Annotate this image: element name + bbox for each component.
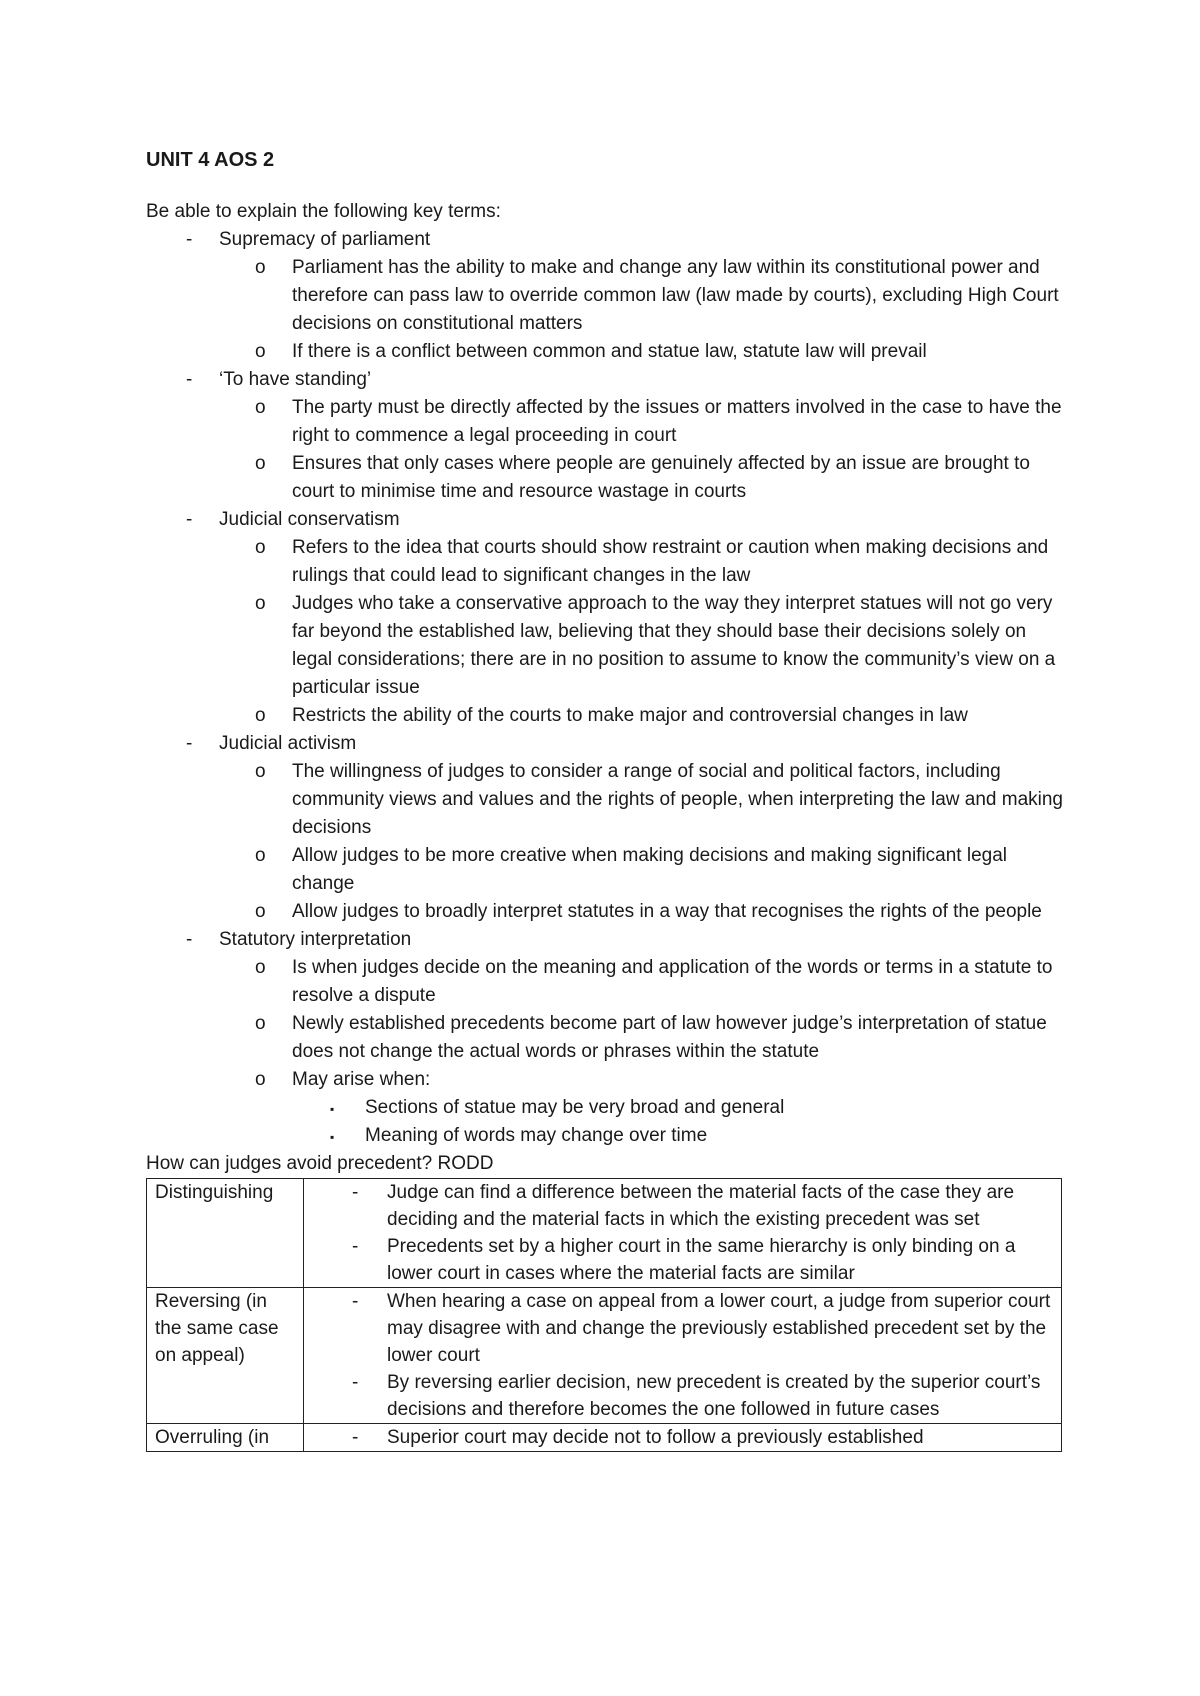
circle-bullet-icon: o xyxy=(255,705,266,726)
key-term-point xyxy=(219,394,1066,450)
rodd-points xyxy=(312,1288,1053,1423)
rodd-description-cell xyxy=(304,1424,1062,1452)
dash-bullet-icon: - xyxy=(352,1182,359,1203)
key-term-item xyxy=(146,730,1066,926)
circle-bullet-icon: o xyxy=(255,845,266,866)
document-title: UNIT 4 AOS 2 xyxy=(146,149,275,171)
circle-bullet-icon: o xyxy=(255,901,266,922)
key-term-point xyxy=(219,590,1066,702)
rodd-point-text: By reversing earlier decision, new precedent is created by the superior court’s decisions and therefore becomes the one followed in future cases xyxy=(387,1372,1041,1420)
rodd-table xyxy=(146,1178,1062,1452)
rodd-points xyxy=(312,1424,1053,1451)
circle-bullet-icon: o xyxy=(255,397,266,418)
point-text: Parliament has the ability to make and change any law within its constitutional power and therefore can pass law to override common law (law made by courts), excluding High Court decisions on constitutional matters xyxy=(292,257,1059,334)
circle-bullet-icon: o xyxy=(255,1069,266,1090)
sub-point xyxy=(292,1122,1066,1150)
key-term-label: Statutory interpretation xyxy=(219,929,412,950)
key-terms-list xyxy=(146,226,1066,1150)
sub-points xyxy=(292,1094,1066,1150)
point-text: Newly established precedents become part of law however judge’s interpretation of statue does not change the actual words or phrases within the statute xyxy=(292,1013,1047,1062)
point-text: The willingness of judges to consider a range of social and political factors, including community views and values and the rights of people, when interpreting the law and making decisions xyxy=(292,761,1063,838)
key-term-points xyxy=(219,954,1066,1150)
key-term-point xyxy=(219,1066,1066,1150)
point-text: Refers to the idea that courts should show restraint or caution when making decisions and rulings that could lead to significant changes in the law xyxy=(292,537,1049,586)
dash-bullet-icon: - xyxy=(352,1236,359,1257)
key-term-point xyxy=(219,254,1066,338)
rodd-row xyxy=(147,1424,1062,1452)
rodd-row xyxy=(147,1288,1062,1424)
key-term-point xyxy=(219,758,1066,842)
rodd-description-cell xyxy=(304,1179,1062,1288)
rodd-term-cell: Reversing (in the same case on appeal) xyxy=(147,1288,304,1424)
dash-bullet-icon: - xyxy=(186,509,193,530)
circle-bullet-icon: o xyxy=(255,341,266,362)
rodd-point-text: Superior court may decide not to follow a previously established xyxy=(387,1427,924,1448)
point-text: The party must be directly affected by the issues or matters involved in the case to have the right to commence a legal proceeding in court xyxy=(292,397,1062,446)
key-term-point xyxy=(219,338,1066,366)
point-text: Judges who take a conservative approach to the way they interpret statues will not go very far beyond the established law, believing that they should base their decisions solely on legal considerations; there are in no position to assume to know the community’s view on a particular issue xyxy=(292,593,1056,698)
circle-bullet-icon: o xyxy=(255,537,266,558)
key-term-item xyxy=(146,366,1066,506)
point-text: If there is a conflict between common and statue law, statute law will prevail xyxy=(292,341,927,362)
circle-bullet-icon: o xyxy=(255,257,266,278)
circle-bullet-icon: o xyxy=(255,957,266,978)
rodd-point-text: Judge can find a difference between the material facts of the case they are deciding and the material facts in which the existing precedent was set xyxy=(387,1182,1015,1230)
sub-point-text: Meaning of words may change over time xyxy=(365,1125,708,1146)
key-term-item xyxy=(146,226,1066,366)
rodd-row xyxy=(147,1179,1062,1288)
rodd-point xyxy=(312,1424,1053,1451)
circle-bullet-icon: o xyxy=(255,593,266,614)
point-text: Restricts the ability of the courts to make major and controversial changes in law xyxy=(292,705,968,726)
point-text: Allow judges to be more creative when making decisions and making significant legal change xyxy=(292,845,1007,894)
key-term-label: ‘To have standing’ xyxy=(219,369,372,390)
key-term-point xyxy=(219,842,1066,898)
key-term-points xyxy=(219,534,1066,730)
intro-text: Be able to explain the following key terms: xyxy=(146,201,501,222)
point-text: Allow judges to broadly interpret statutes in a way that recognises the rights of the people xyxy=(292,901,1042,922)
document-content xyxy=(146,146,1066,1452)
sub-point xyxy=(292,1094,1066,1122)
key-term-point xyxy=(219,1010,1066,1066)
key-term-item xyxy=(146,506,1066,730)
dash-bullet-icon: - xyxy=(352,1427,359,1448)
key-term-item xyxy=(146,926,1066,1150)
key-term-points xyxy=(219,394,1066,506)
dash-bullet-icon: - xyxy=(186,733,193,754)
rodd-point xyxy=(312,1233,1053,1287)
circle-bullet-icon: o xyxy=(255,761,266,782)
rodd-description-cell xyxy=(304,1288,1062,1424)
point-text: May arise when: xyxy=(292,1069,431,1090)
rodd-points xyxy=(312,1179,1053,1287)
rodd-point xyxy=(312,1288,1053,1369)
key-term-point xyxy=(219,450,1066,506)
key-term-label: Judicial activism xyxy=(219,733,357,754)
dash-bullet-icon: - xyxy=(352,1372,359,1393)
dash-bullet-icon: - xyxy=(352,1291,359,1312)
point-text: Ensures that only cases where people are genuinely affected by an issue are brought to court to minimise time and resource wastage in courts xyxy=(292,453,1030,502)
rodd-point xyxy=(312,1179,1053,1233)
key-term-point xyxy=(219,702,1066,730)
key-term-points xyxy=(219,758,1066,926)
rodd-point xyxy=(312,1369,1053,1423)
point-text: Is when judges decide on the meaning and application of the words or terms in a statute to resolve a dispute xyxy=(292,957,1053,1006)
square-bullet-icon: ▪ xyxy=(330,1130,335,1144)
dash-bullet-icon: - xyxy=(186,229,193,250)
circle-bullet-icon: o xyxy=(255,1013,266,1034)
circle-bullet-icon: o xyxy=(255,453,266,474)
rodd-term-cell: Distinguishing xyxy=(147,1179,304,1288)
key-term-point xyxy=(219,898,1066,926)
dash-bullet-icon: - xyxy=(186,369,193,390)
rodd-point-text: When hearing a case on appeal from a lower court, a judge from superior court may disagree with and change the previously established precedent set by the lower court xyxy=(387,1291,1051,1366)
key-term-points xyxy=(219,254,1066,366)
rodd-point-text: Precedents set by a higher court in the same hierarchy is only binding on a lower court in cases where the material facts are similar xyxy=(387,1236,1016,1284)
dash-bullet-icon: - xyxy=(186,929,193,950)
rodd-term-cell: Overruling (in xyxy=(147,1424,304,1452)
key-term-label: Supremacy of parliament xyxy=(219,229,431,250)
rodd-question: How can judges avoid precedent? RODD xyxy=(146,1153,494,1174)
key-term-point xyxy=(219,954,1066,1010)
square-bullet-icon: ▪ xyxy=(330,1102,335,1116)
sub-point-text: Sections of statue may be very broad and general xyxy=(365,1097,785,1118)
key-term-point xyxy=(219,534,1066,590)
key-term-label: Judicial conservatism xyxy=(219,509,400,530)
